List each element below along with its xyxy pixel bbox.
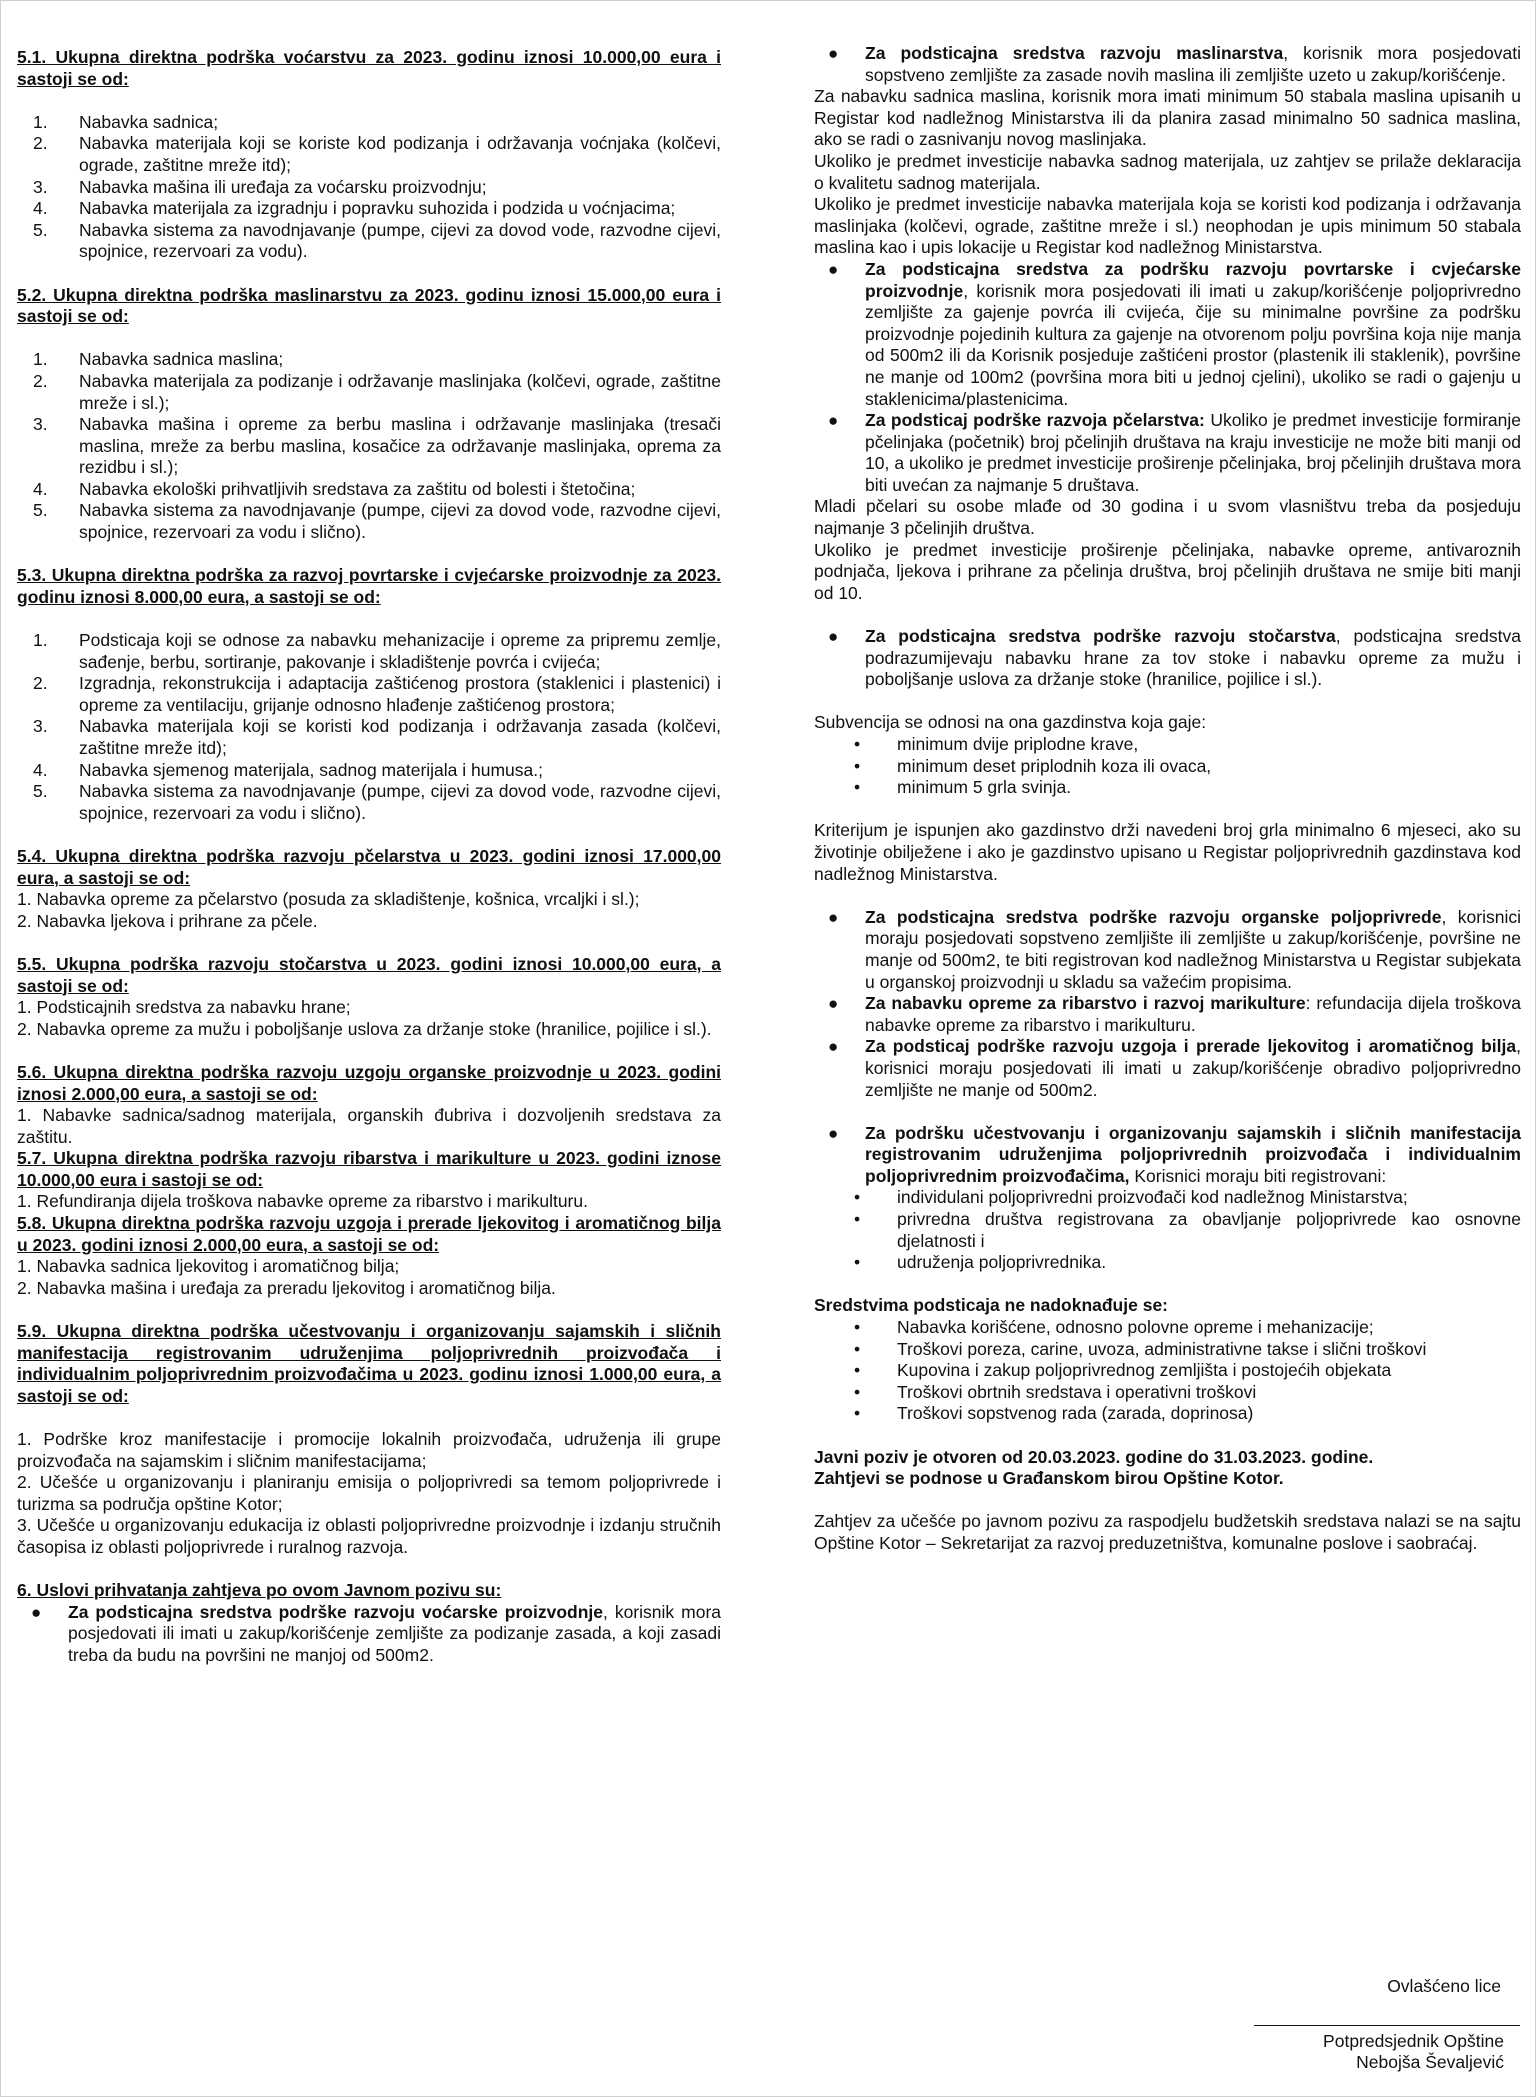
list-item bbox=[814, 1187, 1521, 1209]
not-reimbursed-heading: Sredstvima podsticaja ne nadoknađuje se: bbox=[814, 1295, 1168, 1316]
list-item: ● Za podsticajna sredstva razvoju maslinarstva, korisnik mora posjedovati sopstveno zemljište za zasade novih maslina ili zemljište uzeto u zakup/korišćenje. bbox=[828, 43, 1521, 85]
list-item bbox=[17, 220, 721, 263]
left-column bbox=[17, 47, 721, 1667]
item-text: minimum deset priplodnih koza ili ovaca, bbox=[897, 755, 1212, 776]
bullet-icon: • bbox=[854, 1317, 861, 1338]
section-6-list bbox=[17, 1602, 721, 1667]
item-number: 2. bbox=[33, 673, 48, 694]
item-text: Nabavka materijala za podizanje i održavanje maslinjaka (kolčevi, ograde, zaštitne mreže i sl.); bbox=[79, 370, 721, 413]
list-item: ● Za podsticajna sredstva podrške razvoju voćarske proizvodnje, korisnik mora posjedovati ili imati u zakup/korišćenje zemljište za podizanje zasada, a koji zasadi treba da budu na površini ne manjoj od 500m2. bbox=[31, 1601, 721, 1665]
list-item: 1. Nabavka opreme za pčelarstvo (posuda za skladištenje, košnica, vrcaljki i sl.); bbox=[17, 889, 640, 910]
section-5-9-heading: 5.9. Ukupna direktna podrška učestvovanju i organizovanju sajamskih i sličnih manifestacija registrovanim udruženjima poljoprivrednih proizvođača i individualnim poljoprivrednim proizvođačima u 2023. godinu iznosi 1.000,00 eura, a sastoji se od: bbox=[17, 1321, 721, 1406]
list-item bbox=[814, 1339, 1521, 1361]
section-5-9-lines bbox=[17, 1429, 721, 1559]
item-text: Nabavka sadnica maslina; bbox=[79, 349, 284, 370]
item-number: 1. bbox=[33, 111, 48, 132]
item-text: Podsticaja koji se odnose za nabavku mehanizacije i opreme za pripremu zemlje, sađenje, berbu, sortiranje, pakovanje i skladištenje povrća i cvijeća; bbox=[79, 630, 721, 672]
item-text: Kupovina i zakup poljoprivrednog zemljišta i postojećih objekata bbox=[897, 1360, 1392, 1381]
item-number: 3. bbox=[33, 176, 48, 197]
item-text: minimum 5 grla svinja. bbox=[897, 777, 1072, 798]
list-item: 1. Podsticajnih sredstva za nabavku hrane; bbox=[17, 997, 351, 1018]
item-text: Nabavka materijala koji se koristi kod podizanja i održavanja zasada (kolčevi, zaštitne mreže itd); bbox=[79, 716, 721, 758]
bullet-icon: ● bbox=[828, 1037, 839, 1057]
bullet-icon: ● bbox=[828, 44, 839, 63]
item-text: Nabavka sjemenog materijala, sadnog materijala i humusa.; bbox=[79, 759, 543, 780]
list-item bbox=[17, 760, 721, 782]
bullet-icon: • bbox=[854, 1252, 861, 1273]
item-text: Nabavka mašina i opreme za berbu maslina i održavanje maslinjaka (tresači maslina, mreže za berbu maslina, kosačice za održavanje maslinjaka, oprema za rezidbu i sl.); bbox=[79, 414, 721, 478]
section-5-5-lines bbox=[17, 997, 721, 1040]
item-text: Nabavka ekološki prihvatljivih sredstava za zaštitu od bolesti i štetočina; bbox=[79, 478, 636, 499]
list-item bbox=[814, 777, 1521, 799]
olive-declaration-text: Ukoliko je predmet investicije nabavka sadnog materijala, uz zahtjev se prilaže deklaracija o kvalitetu sadnog materijala. bbox=[814, 150, 1521, 193]
bullet-icon: • bbox=[854, 1338, 861, 1359]
section-5-6-heading: 5.6. Ukupna direktna podrška razvoju uzgoju organske proizvodnje u 2023. godini iznosi 2.000,00 eura, a sastoji se od: bbox=[17, 1061, 721, 1104]
item-text: privredna društva registrovana za obavljanje poljoprivrede kao osnovne djelatnosti i bbox=[897, 1209, 1521, 1251]
item-number: 2. bbox=[33, 370, 48, 391]
list-item bbox=[17, 500, 721, 543]
bullet-icon: • bbox=[854, 1360, 861, 1381]
list-item bbox=[17, 371, 721, 414]
bullet-icon: ● bbox=[828, 627, 839, 647]
section-5-3-heading: 5.3. Ukupna direktna podrška za razvoj povrtarske i cvjećarske proizvodnje za 2023. godinu iznosi 8.000,00 eura, a sastoji se od: bbox=[17, 565, 721, 607]
section-5-1-heading: 5.1. Ukupna direktna podrška voćarstvu za 2023. godinu iznosi 10.000,00 eura i sastoji se od: bbox=[17, 47, 721, 89]
bullet-icon: • bbox=[854, 1187, 861, 1208]
item-text: Nabavka sistema za navodnjavanje (pumpe, cijevi za dovod vode, razvodne cijevi, spojnice, rezervoari za vodu i slično). bbox=[79, 781, 721, 823]
signature-line bbox=[1254, 2025, 1520, 2026]
item-text: Nabavka sadnica; bbox=[79, 111, 219, 132]
item-number: 1. bbox=[33, 349, 48, 370]
section-5-4-heading: 5.4. Ukupna direktna podrška razvoju pčelarstva u 2023. godini iznosi 17.000,00 eura, a sastoji se od: bbox=[17, 845, 721, 888]
olive-requirement-text: Za nabavku sadnica maslina, korisnik mora imati minimum 50 stabala maslina upisanih u Registar kod nadležnog Ministarstva ili da planira zasad minimalno 50 sadnica maslina, ako se radi o zasnivanju novog maslinjaka. bbox=[814, 86, 1521, 150]
authorized-person: Ovlašćeno lice bbox=[1387, 1976, 1501, 1996]
item-text: Nabavka sistema za navodnjavanje (pumpe, cijevi za dovod vode, razvodne cijevi, spojnice, rezervoari za vodu i slično). bbox=[79, 500, 721, 543]
list-item bbox=[814, 734, 1521, 756]
list-item bbox=[814, 756, 1521, 778]
signatory-title: Potpredsjednik Opštine bbox=[1323, 2031, 1504, 2051]
section-5-8-lines bbox=[17, 1256, 721, 1299]
item-number: 4. bbox=[33, 478, 48, 499]
list-item bbox=[17, 716, 721, 759]
list-item bbox=[17, 349, 721, 371]
list-item: ● Za podsticajna sredstva podrške razvoju organske poljoprivrede, korisnici moraju posjedovati sopstveno zemljište ili zemljište u zakup/korišćenje, površine ne manje od 500m2, te biti registrovan kod nadležnog Ministarstva u Registar subjekata u organskoj proizvodnji u skladu sa važećim propisima. bbox=[828, 906, 1521, 992]
item-text: Nabavka korišćene, odnosno polovne opreme i mehanizacije; bbox=[897, 1317, 1374, 1338]
item-text: Troškovi sopstvenog rada (zarada, doprinosa) bbox=[897, 1403, 1254, 1424]
conditions-list-3 bbox=[814, 626, 1521, 691]
bullet-icon: ● bbox=[828, 907, 839, 927]
list-item bbox=[814, 1252, 1521, 1274]
list-item: ● Za nabavku opreme za ribarstvo i razvoj marikulture: refundacija dijela troškova nabavke opreme za ribarstvo i marikulturu. bbox=[828, 993, 1521, 1035]
list-item bbox=[814, 1209, 1521, 1252]
bullet-icon: • bbox=[854, 1209, 861, 1230]
bullet-icon: • bbox=[854, 1403, 861, 1424]
olive-materials-text: Ukoliko je predmet investicije nabavka materijala koja se koristi kod podizanja i održavanja maslinjaka (kolčevi, ograde, zaštitne mreže i sl.) neophodan je upis minimum 50 stabala maslina kao i upis lokacije u Registar kod nadležnog Ministarstva. bbox=[814, 194, 1521, 258]
signatory-name: Nebojša Ševaljević bbox=[1356, 2052, 1504, 2072]
bullet-icon: • bbox=[854, 755, 861, 776]
list-item bbox=[17, 112, 721, 134]
conditions-list-2 bbox=[814, 259, 1521, 497]
section-6-heading: 6. Uslovi prihvatanja zahtjeva po ovom Javnom pozivu su: bbox=[17, 1580, 502, 1601]
section-5-2-heading: 5.2. Ukupna direktna podrška maslinarstvu za 2023. godinu iznosi 15.000,00 eura i sastoji se od: bbox=[17, 284, 721, 327]
application-form-text: Zahtjev za učešće po javnom pozivu za raspodjelu budžetskih sredstava nalazi se na sajtu Opštine Kotor – Sekretarijat za razvoj preduzetništva, komunalne poslove i saobraćaj. bbox=[814, 1511, 1521, 1553]
item-number: 4. bbox=[33, 198, 48, 219]
submit-where-text: Zahtjevi se podnose u Građanskom birou Opštine Kotor. bbox=[814, 1468, 1284, 1489]
bullet-icon: ● bbox=[828, 994, 839, 1014]
section-5-3-list bbox=[17, 630, 721, 824]
list-item bbox=[17, 781, 721, 824]
open-call-text: Javni poziv je otvoren od 20.03.2023. godine do 31.03.2023. godine. bbox=[814, 1446, 1374, 1467]
list-item: 1. Refundiranja dijela troškova nabavke opreme za ribarstvo i marikulturu. bbox=[17, 1191, 588, 1212]
subsidy-applies-text: Subvencija se odnosi na ona gazdinstva koja gaje: bbox=[814, 712, 1207, 733]
item-text: Nabavka materijala koji se koriste kod podizanja i održavanja voćnjaka (kolčevi, ograde, zaštitne mreže itd); bbox=[79, 133, 721, 175]
conditions-list-1 bbox=[814, 43, 1521, 86]
not-reimbursed-list bbox=[814, 1317, 1521, 1425]
section-5-7-lines bbox=[17, 1191, 721, 1213]
list-item bbox=[814, 1403, 1521, 1425]
bullet-icon: ● bbox=[31, 1602, 42, 1622]
item-number: 1. bbox=[33, 630, 48, 651]
section-5-2-list bbox=[17, 349, 721, 543]
list-item bbox=[17, 414, 721, 479]
list-item bbox=[17, 630, 721, 673]
bullet-icon: ● bbox=[828, 259, 839, 279]
item-number: 2. bbox=[33, 133, 48, 154]
item-text: udruženja poljoprivrednika. bbox=[897, 1252, 1107, 1273]
list-item: 2. Nabavka opreme za mužu i poboljšanje uslova za držanje stoke (hranilice, pojilice i sl.). bbox=[17, 1018, 712, 1039]
item-text: Izgradnja, rekonstrukcija i adaptacija zaštićenog prostora (staklenici i plastenici) i opreme za ventilaciju, grijanje odnosno hlađenje zaštićenog prostora; bbox=[79, 673, 721, 715]
apiary-expansion-text: Ukoliko je predmet investicije proširenje pčelinjaka, nabavke opreme, antivaroznih podnjača, ljekova i prihrane za pčelinja društva, broj pčelinjih društava ne smije biti manji od 10. bbox=[814, 539, 1521, 603]
section-5-5-heading: 5.5. Ukupna podrška razvoju stočarstva u 2023. godini iznosi 10.000,00 eura, a sastoji se od: bbox=[17, 953, 721, 996]
item-text: Troškovi obrtnih sredstava i operativni troškovi bbox=[897, 1381, 1257, 1402]
list-item: 2. Nabavka ljekova i prihrane za pčele. bbox=[17, 910, 318, 931]
bullet-icon: ● bbox=[828, 1123, 839, 1143]
list-item bbox=[17, 673, 721, 716]
section-5-4-lines bbox=[17, 889, 721, 932]
list-item: 3. Učešće u organizovanju edukacija iz oblasti poljoprivredne proizvodnje i izdanju stručnih časopisa iz oblasti poljoprivrede i ruralnog razvoja. bbox=[17, 1515, 721, 1557]
list-item: 1. Podrške kroz manifestacije i promocije lokalnih proizvođača, udruženja ili grupe proizvođača na sajamskim i sličnim manifestacijama; bbox=[17, 1429, 721, 1471]
item-text: Nabavka sistema za navodnjavanje (pumpe, cijevi za dovod vode, razvodne cijevi, spojnice, rezervoari za vodu). bbox=[79, 219, 721, 262]
bullet-icon: • bbox=[854, 777, 861, 798]
young-beekeepers-text: Mladi pčelari su osobe mlađe od 30 godina i u svom vlasništvu treba da posjeduju najmanje 3 pčelinjih društva. bbox=[814, 496, 1521, 539]
signature-block bbox=[1201, 2031, 1504, 2073]
bullet-icon: ● bbox=[828, 411, 839, 431]
list-item: ● Za podršku učestvovanju i organizovanju sajamskih i sličnih manifestacija registrovanim udruženjima poljoprivrednih proizvođača i individualnim poljoprivrednim proizvođačima, Korisnici moraju biti registrovani: bbox=[828, 1122, 1521, 1186]
list-item: 2. Učešće u organizovanju i planiranju emisija o poljoprivredi sa temom poljoprivrede i turizma sa područja opštine Kotor; bbox=[17, 1472, 721, 1514]
item-text: Troškovi poreza, carine, uvoza, administrativne takse i slični troškovi bbox=[897, 1338, 1427, 1359]
list-item bbox=[814, 1317, 1521, 1339]
section-5-8-heading: 5.8. Ukupna direktna podrška razvoju uzgoja i prerade ljekovitog i aromatičnog bilja u 2023. godini iznosi 2.000,00 eura, a sastoji se od: bbox=[17, 1213, 721, 1255]
item-number: 5. bbox=[33, 219, 48, 240]
livestock-list bbox=[814, 734, 1521, 799]
list-item bbox=[17, 133, 721, 176]
section-5-1-list bbox=[17, 112, 721, 263]
item-text: Nabavka mašina ili uređaja za voćarsku proizvodnju; bbox=[79, 176, 487, 197]
section-5-6-lines bbox=[17, 1105, 721, 1148]
conditions-list-5 bbox=[814, 1123, 1521, 1188]
item-text: individulani poljoprivredni proizvođači kod nadležnog Ministarstva; bbox=[897, 1187, 1408, 1208]
list-item bbox=[814, 1360, 1521, 1382]
criterion-text: Kriterijum je ispunjen ako gazdinstvo drži navedeni broj grla minimalno 6 mjeseci, ako su životinje obilježene i ako je gazdinstvo upisano u Registar poljoprivrednih gazdinstava kod nadležnog Ministarstva. bbox=[814, 820, 1521, 884]
item-number: 3. bbox=[33, 716, 48, 737]
item-number: 3. bbox=[33, 414, 48, 435]
list-item bbox=[814, 1382, 1521, 1404]
list-item: ● Za podsticajna sredstva podrške razvoju stočarstva, podsticajna sredstva podrazumijevaju nabavku hrane za tov stoke i nabavku opreme za mužu i poboljšanje uslova za držanje stoke (hranilice, pojilice i sl.). bbox=[828, 626, 1521, 690]
item-number: 5. bbox=[33, 500, 48, 521]
list-item bbox=[17, 177, 721, 199]
list-item: ● Za podsticaj podrške razvoju uzgoja i prerade ljekovitog i aromatičnog bilja, korisnici moraju posjedovati ili imati u zakup/korišćenje obradivo poljoprivredno zemljište ne manje od 500m2. bbox=[828, 1036, 1521, 1100]
registered-list bbox=[814, 1187, 1521, 1273]
item-number: 5. bbox=[33, 781, 48, 802]
item-number: 4. bbox=[33, 759, 48, 780]
list-item: 1. Nabavke sadnica/sadnog materijala, organskih đubriva i dozvoljenih sredstava za zaštitu. bbox=[17, 1105, 721, 1147]
list-item bbox=[17, 198, 721, 220]
bullet-icon: • bbox=[854, 1381, 861, 1402]
list-item: ● Za podsticajna sredstva za podršku razvoju povrtarske i cvjećarske proizvodnje, korisnik mora posjedovati ili imati u zakup/korišćenje poljoprivredno zemljište za gajenje povrća ili cvijeća, čije su minimalne površine za podršku proizvodnje pojedinih kultura za gajenje na otvorenom polju površina koja nije manja od 500m2 ili da Korisnik posjeduje zaštićeni prostor (plastenik ili staklenik), površine ne manje od 100m2 (površina mora biti u jednoj cjelini), ukoliko se radi o gajenju u staklenicima/plastenicima. bbox=[828, 258, 1521, 409]
list-item: 2. Nabavka mašina i uređaja za preradu ljekovitog i aromatičnog bilja. bbox=[17, 1277, 556, 1298]
item-text: minimum dvije priplodne krave, bbox=[897, 734, 1139, 754]
section-5-7-heading: 5.7. Ukupna direktna podrška razvoju ribarstva i marikulture u 2023. godini iznose 10.000,00 eura i sastoji se od: bbox=[17, 1148, 721, 1190]
list-item bbox=[17, 479, 721, 501]
conditions-list-4 bbox=[814, 907, 1521, 1101]
list-item: ● Za podsticaj podrške razvoja pčelarstva: Ukoliko je predmet investicije formiranje pčelinjaka (početnik) broj pčelinjih društava na kraju investicije ne može biti manji od 10, a ukoliko je predmet investicije proširenje pčelinjaka, broj pčelinjih društava mora biti uvećan za najmanje 5 društava. bbox=[828, 410, 1521, 495]
item-text: Nabavka materijala za izgradnju i popravku suhozida i podzida u voćnjacima; bbox=[79, 198, 676, 219]
list-item: 1. Nabavka sadnica ljekovitog i aromatičnog bilja; bbox=[17, 1256, 400, 1277]
right-column bbox=[814, 43, 1521, 1555]
bullet-icon: • bbox=[854, 734, 861, 754]
